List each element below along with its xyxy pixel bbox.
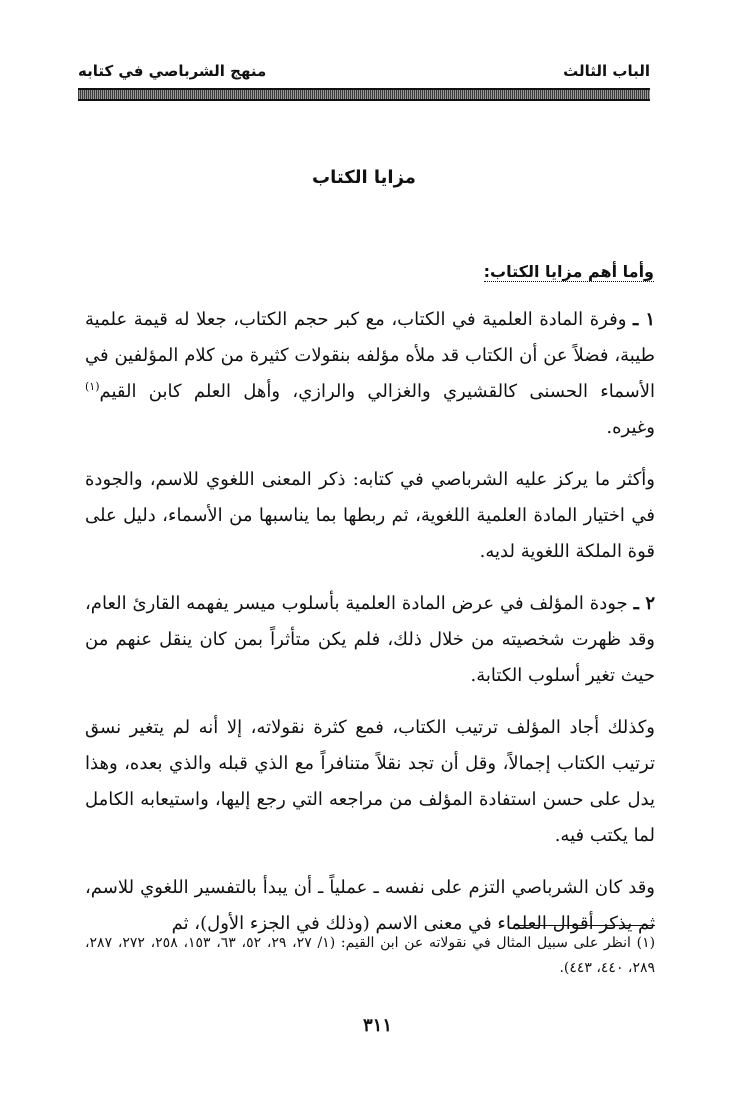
section-title: مزايا الكتاب xyxy=(312,167,416,188)
subheading-text: وأما أهم مزايا الكتاب: xyxy=(483,262,654,281)
paragraph-4: وكذلك أجاد المؤلف ترتيب الكتاب، فمع كثرة نقولاته، إلا أنه لم يتغير نسق ترتيب الكتاب إجمالاً، وقل أن تجد نقلاً متنافراً مع الذي قبله والذي بعده، وهذا يدل على حسن استفادة المؤلف من مراجعه التي رجع إليها، واستيعابه الكامل لما يكتب فيه. xyxy=(85,717,655,846)
paragraph-1 xyxy=(85,302,655,446)
item-number: ١ ـ xyxy=(632,309,655,330)
page-number: ٣١١ xyxy=(362,1015,392,1036)
paragraph-text: وفرة المادة العلمية في الكتاب، مع كبر حجم الكتاب، جعلا له قيمة علمية طيبة، فضلاً عن أن الكتاب قد ملأه مؤلفه بنقولات كثيرة من كلام المؤلفين في الأسماء الحسنى كالقشيري والغزالي والرازي، وأهل العلم كابن القيم xyxy=(85,309,655,402)
paragraph-2: وأكثر ما يركز عليه الشرباصي في كتابه: ذكر المعنى اللغوي للاسم، والجودة في اختيار المادة العلمية اللغوية، ثم ربطها بما يناسبها من الأسماء، دليل على قوة الملكة اللغوية لديه. xyxy=(85,469,655,562)
chapter-label: الباب الثالث xyxy=(563,62,650,80)
paragraph-3 xyxy=(85,586,655,694)
item-number: ٢ ـ xyxy=(633,593,655,614)
footnote: (١) انظر على سبيل المثال في نقولاته عن ابن القيم: (١/ ٢٧، ٢٩، ٥٢، ٦٣، ١٥٣، ٢٥٨، ٢٧٢، ٢٨٧، ٢٨٩، ٤٤٠، ٤٤٣). xyxy=(85,935,656,976)
paragraph-5: وقد كان الشرباصي التزم على نفسه ـ عملياً ـ أن يبدأ بالتفسير اللغوي للاسم، ثم يذكر أقوال العلماء في معنى الاسم (وذلك في الجزء الأول)، ثم xyxy=(85,877,655,934)
subheading xyxy=(85,254,655,290)
book-title-label: منهج الشرباصي في كتابه xyxy=(78,62,267,80)
footnote-reference[interactable]: (١) xyxy=(85,380,100,393)
paragraph-text: جودة المؤلف في عرض المادة العلمية بأسلوب ميسر يفهمه القارئ العام، وقد ظهرت شخصيته من خلال ذلك، فلم يكن متأثراً بمن كان ينقل عنهم من حيث تغير أسلوب الكتابة. xyxy=(85,593,655,686)
running-header xyxy=(78,62,650,84)
footnote-separator xyxy=(515,925,655,926)
main-text xyxy=(85,254,655,958)
paragraph-text-continued: وغيره. xyxy=(606,417,655,438)
header-rule xyxy=(78,88,650,101)
